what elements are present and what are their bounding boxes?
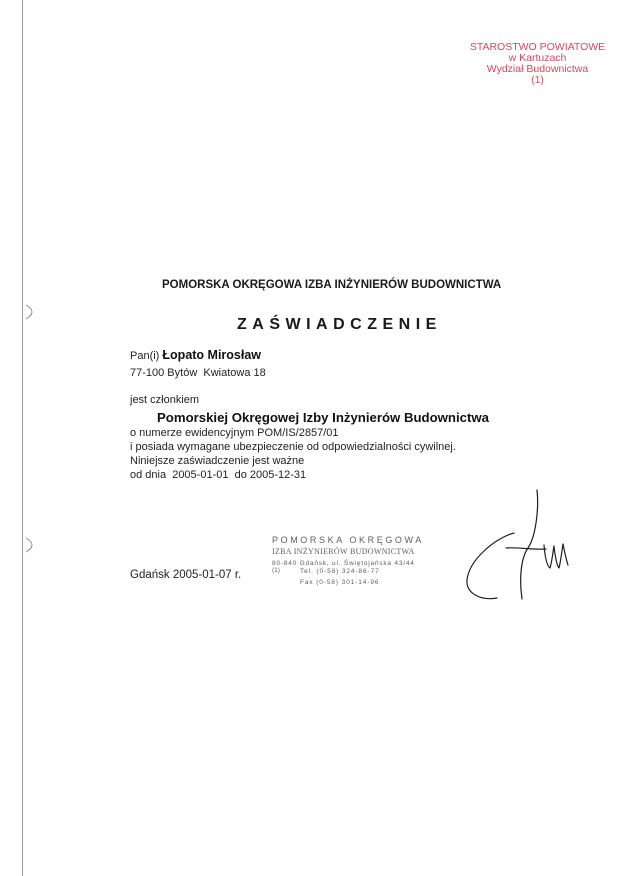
- document-title: ZAŚWIADCZENIE: [237, 316, 442, 333]
- chamber-stamp-marker: (1): [272, 567, 280, 574]
- validity-period: od dnia 2005-01-01 do 2005-12-31: [130, 469, 307, 481]
- insurance-text: i posiada wymagane ubezpieczenie od odpowiedzialności cywilnej.: [130, 441, 456, 453]
- office-stamp-line: (1): [531, 74, 544, 86]
- organization-heading: POMORSKA OKRĘGOWA IZBA INŻYNIERÓW BUDOWNICTWA: [162, 279, 502, 291]
- member-organization: Pomorskiej Okręgowej Izby Inżynierów Budownictwa: [157, 410, 489, 425]
- place-date: Gdańsk 2005-01-07 r.: [130, 569, 242, 581]
- signature: [455, 488, 575, 608]
- member-text: jest członkiem: [130, 394, 200, 406]
- chamber-stamp-fax: Fax (0-58) 301-14-96: [300, 579, 380, 586]
- office-stamp-line: Wydział Budownictwa: [486, 63, 589, 75]
- recipient-prefix: Pan(i): [130, 350, 160, 362]
- recipient-line: [130, 348, 261, 363]
- punch-hole-mark: [20, 535, 44, 555]
- validity-text: Niniejsze zaświadczenie jest ważne: [130, 455, 305, 467]
- office-stamp-line: w Kartuzach: [508, 52, 567, 64]
- punch-hole-mark: [20, 302, 44, 322]
- chamber-stamp-line: POMORSKA OKRĘGOWA: [272, 535, 424, 545]
- chamber-stamp-line: IZBA INŻYNIERÓW BUDOWNICTWA: [272, 547, 415, 556]
- office-stamp: [460, 42, 615, 86]
- registration-number: o numerze ewidencyjnym POM/IS/2857/01: [130, 427, 339, 439]
- office-stamp-line: STAROSTWO POWIATOWE: [469, 41, 606, 53]
- chamber-stamp-address: 80-840 Gdańsk, ul. Świętojańska 43/44: [272, 560, 415, 567]
- scan-edge-line: [22, 0, 23, 876]
- chamber-stamp-phone: Tel. (0-58) 324-86-77: [300, 568, 380, 575]
- recipient-address: 77-100 Bytów Kwiatowa 18: [130, 367, 266, 379]
- recipient-name: Łopato Mirosław: [162, 348, 262, 362]
